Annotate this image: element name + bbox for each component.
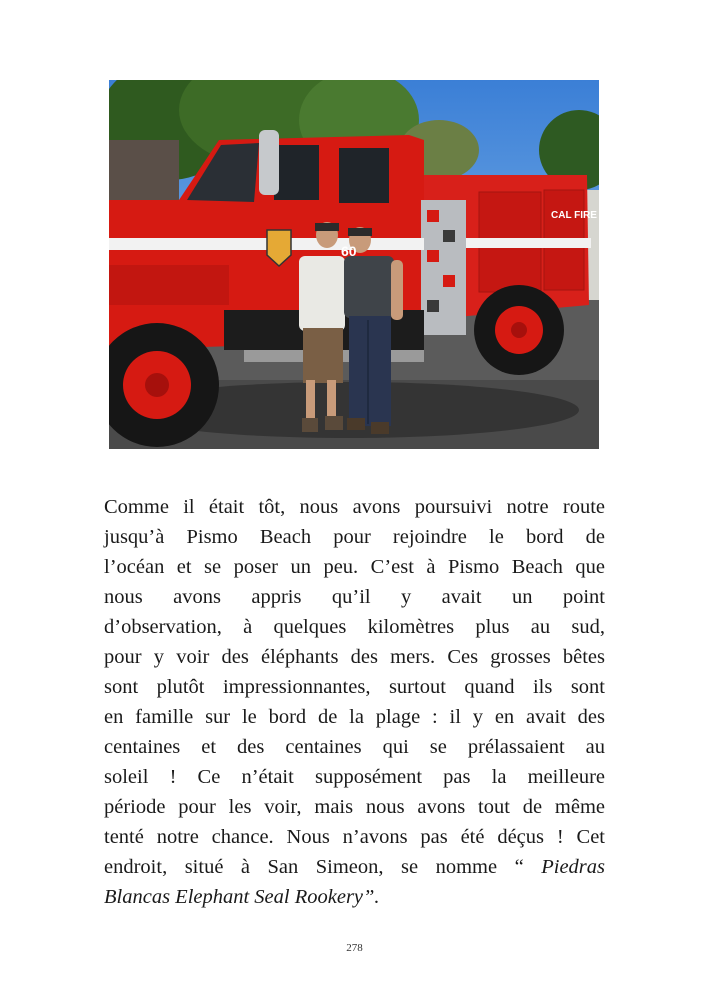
paragraph-line: jusqu’à Pismo Beach pour rejoindre le bord de <box>104 526 605 548</box>
paragraph-line: en famille sur le bord de la plage : il y en avait des <box>104 706 605 728</box>
paragraph-line: soleil ! Ce n’était supposément pas la meilleure <box>104 766 605 788</box>
paragraph-line: l’océan et se poser un peu. C’est à Pismo Beach que <box>104 556 605 578</box>
paragraph-line: Comme il était tôt, nous avons poursuivi notre route <box>104 496 605 518</box>
paragraph-line: pour y voir des éléphants des mers. Ces grosses bêtes <box>104 646 605 668</box>
paragraph-line-with-title <box>104 852 605 882</box>
truck-badge-text: CAL FIRE <box>551 210 597 221</box>
closing-quote: ”. <box>363 886 380 908</box>
paragraph-line: tenté notre chance. Nous n’avons pas été déçus ! Cet <box>104 826 605 848</box>
page-number: 278 <box>346 942 363 954</box>
body-paragraph <box>104 492 605 912</box>
paragraph-line: période pour les voir, mais nous avons tout de même <box>104 796 605 818</box>
paragraph-line: endroit, situé à San Simeon, se nomme “ <box>104 856 524 878</box>
paragraph-line: d’observation, à quelques kilomètres plus au sud, <box>104 616 605 638</box>
truck-number: 60 <box>341 243 357 259</box>
paragraph-line: nous avons appris qu’il y avait un point <box>104 586 605 608</box>
firetruck-illustration <box>109 80 599 449</box>
paragraph-line: centaines et des centaines qui se prélassaient au <box>104 736 605 758</box>
paragraph-last-line <box>104 882 605 912</box>
firetruck-photo <box>109 80 599 449</box>
location-name-part2: Blancas Elephant Seal Rookery <box>104 886 364 908</box>
location-name-part1: Piedras <box>541 856 606 878</box>
paragraph-line: sont plutôt impressionnantes, surtout quand ils sont <box>104 676 605 698</box>
